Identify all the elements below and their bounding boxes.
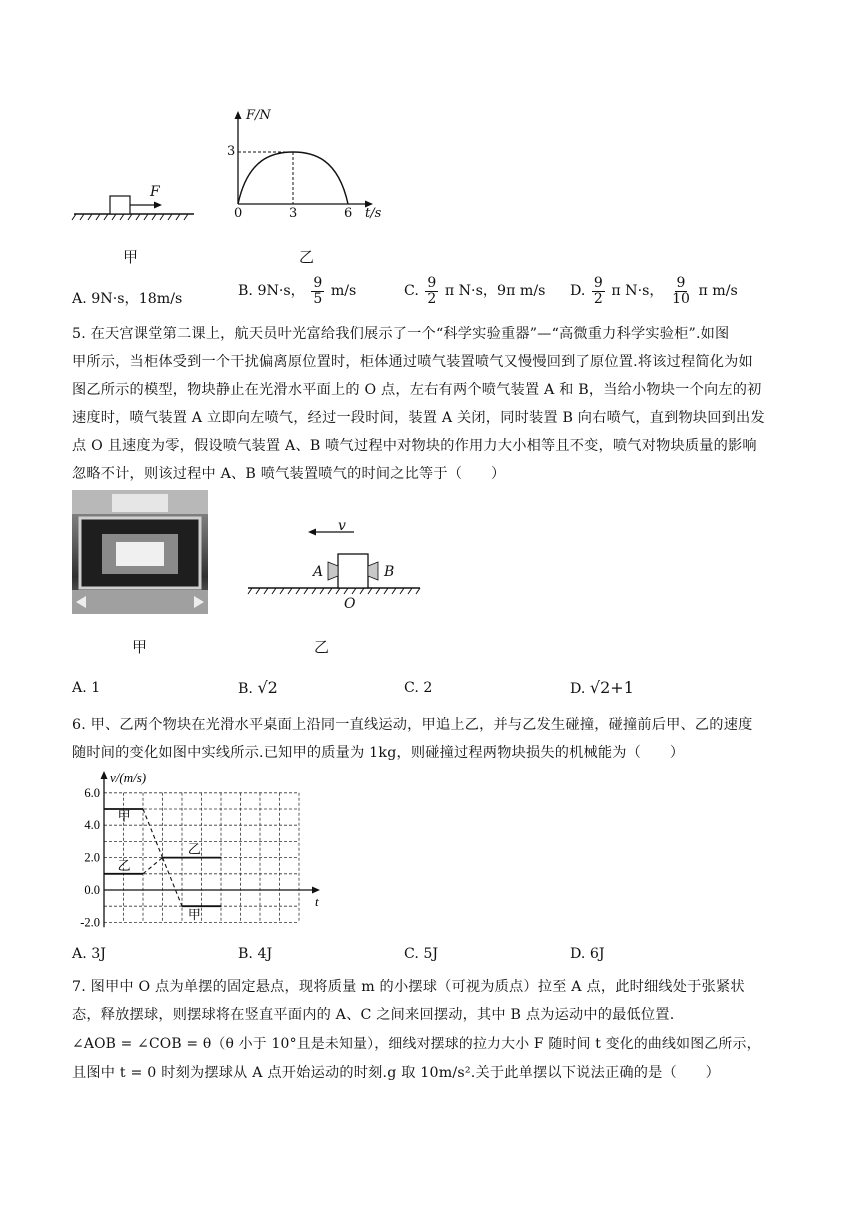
y-tick-label: 2.0 bbox=[84, 850, 100, 865]
y-tick-label: 6.0 bbox=[84, 785, 100, 800]
q6-option-a[interactable]: A. 3J bbox=[72, 946, 106, 962]
q4-option-a[interactable]: A. 9N·s，18m/s bbox=[72, 291, 183, 307]
q5-line-6: 忽略不计，则该过程中 A、B 喷气装置喷气的时间之比等于（ ） bbox=[72, 466, 506, 482]
fig4-caption-jia: 甲 bbox=[123, 248, 139, 266]
q5-line-1: 5. 在天宫课堂第二课上，航天员叶光富给我们展示了一个“科学实验重器”—“高微重力科学实验柜”.如图 bbox=[72, 326, 730, 342]
q5-fig-v: v bbox=[338, 518, 346, 534]
q5-cabinet-photo bbox=[72, 490, 208, 614]
series-label-yi-after: 乙 bbox=[187, 841, 201, 857]
q5-option-d[interactable]: D. √2+1 bbox=[570, 678, 634, 697]
series-yi-segment bbox=[143, 858, 163, 874]
q7-line-1: 7. 图甲中 O 点为单摆的固定悬点，现将质量 m 的小摆球（可视为质点）拉至 A 点，此时细线处于张紧状 bbox=[72, 979, 745, 995]
fig4-yi-xlabel: t/s bbox=[365, 206, 382, 221]
q5-fig-o: O bbox=[344, 596, 356, 612]
fig4-yi-ytick: 3 bbox=[227, 144, 236, 159]
series-jia-segment bbox=[143, 809, 163, 858]
q7-line-2: 态，释放摆球，则摆球将在竖直平面内的 A、C 之间来回摆动，其中 B 点为运动中的最低位置. bbox=[72, 1007, 675, 1023]
q6-option-d[interactable]: D. 6J bbox=[570, 946, 605, 962]
q6-line-1: 6. 甲、乙两个物块在光滑水平桌面上沿同一直线运动，甲追上乙，并与乙发生碰撞，碰撞前后甲、乙的速度 bbox=[72, 717, 753, 733]
q6-vt-chart bbox=[66, 768, 319, 944]
series-jia-segment bbox=[163, 858, 183, 907]
fig4-yi-origin: 0 bbox=[234, 206, 243, 221]
fig4-force-label: F bbox=[150, 184, 160, 200]
q4-c-fraction: $\frac{9}{2}$ bbox=[427, 275, 437, 307]
q4-option-b[interactable]: B. 9N·s， $\frac{9}{5}$ m/s bbox=[238, 275, 357, 307]
y-axis-arrow bbox=[101, 771, 108, 779]
fig4-yi-graph bbox=[228, 108, 388, 220]
q5-line-5: 点 O 且速度为零，假设喷气装置 A、B 喷气过程中对物块的作用力大小相等且不变，喷气对物块质量的影响 bbox=[72, 438, 757, 454]
q7-line-4: 且图中 t = 0 时刻为摆球从 A 点开始运动的时刻.g 取 10m/s².关于此单摆以下说法正确的是（ ） bbox=[72, 1065, 721, 1081]
q5-caption-jia: 甲 bbox=[132, 638, 148, 656]
q4-d-fraction1: $\frac{9}{2}$ bbox=[593, 275, 603, 307]
q6-line-2: 随时间的变化如图中实线所示.已知甲的质量为 1kg，则碰撞过程两物块损失的机械能为（ ） bbox=[72, 745, 685, 761]
series-label-yi: 乙 bbox=[117, 857, 131, 873]
q5-line-4: 速度时，喷气装置 A 立即向左喷气，经过一段时间，装置 A 关闭，同时装置 B 向右喷气，直到物块回到出发 bbox=[72, 410, 765, 426]
fig4-caption-yi: 乙 bbox=[299, 248, 315, 266]
fig4-jia-diagram bbox=[70, 180, 200, 230]
q7-line-3: ∠AOB = ∠COB = θ（θ 小于 10°且是未知量），细线对摆球的拉力大小 F 随时间 t 变化的曲线如图乙所示， bbox=[72, 1036, 761, 1052]
series-label-jia-after: 甲 bbox=[187, 907, 201, 923]
series-label-jia: 甲 bbox=[117, 808, 131, 824]
x-axis-arrow bbox=[312, 887, 320, 894]
fig4-yi-xtick2: 6 bbox=[344, 206, 353, 221]
q4-d-fraction2: $\frac{9}{10}$ bbox=[672, 275, 690, 307]
q5-option-c[interactable]: C. 2 bbox=[404, 680, 433, 696]
y-tick-label: 0.0 bbox=[84, 883, 100, 897]
q5-fig-a: A bbox=[313, 564, 324, 580]
q5-line-3: 图乙所示的模型，物块静止在光滑水平面上的 O 点，左右有两个喷气装置 A 和 B，当给小物块一个向左的初 bbox=[72, 382, 762, 398]
q5-option-a[interactable]: A. 1 bbox=[72, 680, 101, 696]
q4-option-c[interactable]: C. $\frac{9}{2}$ π N·s，9π m/s bbox=[404, 275, 546, 307]
fig4-yi-ylabel: F/N bbox=[246, 108, 271, 123]
q5-caption-yi: 乙 bbox=[314, 638, 330, 656]
q4-option-d[interactable]: D. $\frac{9}{2}$ π N·s， $\frac{9}{10}$ π m/s bbox=[570, 275, 738, 307]
q5-line-2: 甲所示，当柜体受到一个干扰偏离原位置时，柜体通过喷气装置喷气又慢慢回到了原位置.将该过程简化为如 bbox=[72, 354, 753, 370]
q6-option-c[interactable]: C. 5J bbox=[404, 946, 439, 962]
q5-option-b[interactable]: B. √2 bbox=[238, 678, 278, 697]
y-tick-label: -2.0 bbox=[80, 915, 100, 930]
y-axis-label: v/(m/s) bbox=[110, 770, 147, 785]
q4-b-fraction: $\frac{9}{5}$ bbox=[313, 275, 323, 307]
y-tick-label: 4.0 bbox=[84, 818, 100, 833]
q5-model-diagram bbox=[244, 520, 424, 600]
x-axis-label: t bbox=[315, 894, 319, 909]
fig4-yi-xtick1: 3 bbox=[289, 206, 298, 221]
q5-fig-b: B bbox=[384, 564, 395, 580]
q6-option-b[interactable]: B. 4J bbox=[238, 946, 273, 962]
